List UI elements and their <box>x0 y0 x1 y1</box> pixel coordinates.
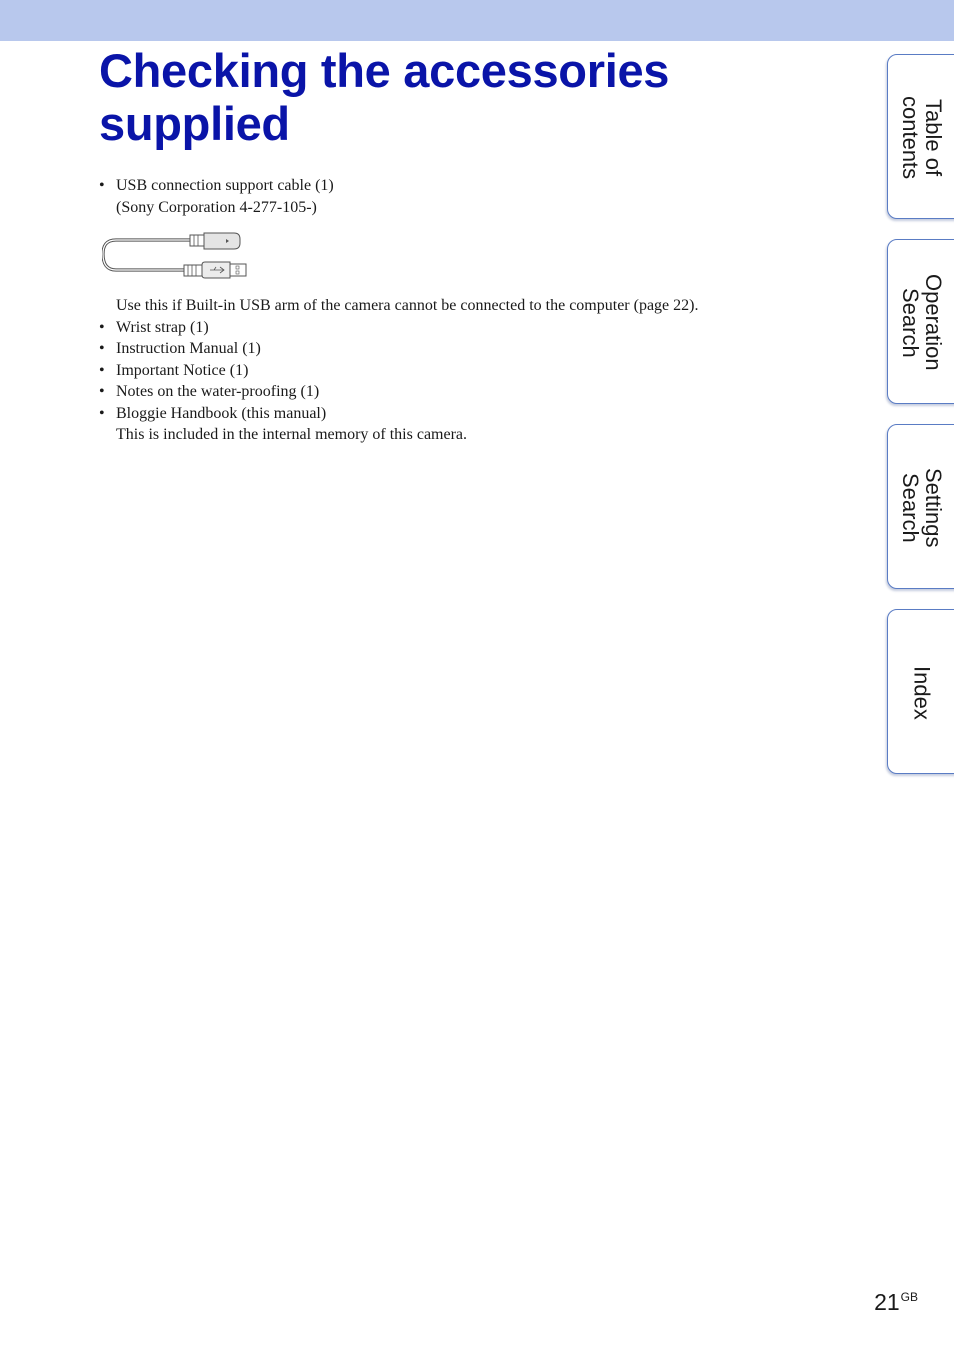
tab-operation-search[interactable] <box>887 239 954 404</box>
page-number-value: 21 <box>874 1289 900 1315</box>
tab-settings-search-label: Settings Search <box>898 467 946 548</box>
handbook-label: Bloggie Handbook (this manual) <box>116 404 327 422</box>
tab-table-of-contents-label: Table of contents <box>898 95 946 180</box>
handbook-note: This is included in the internal memory of this camera. <box>116 426 468 443</box>
tab-index-label: Index <box>909 665 935 720</box>
list-item-important-notice <box>99 360 799 382</box>
header-band <box>0 0 954 41</box>
accessory-list <box>99 175 799 446</box>
bullet: • <box>99 404 105 422</box>
page-number <box>874 1289 918 1316</box>
water-proofing-notes-label: Notes on the water-proofing (1) <box>116 383 320 400</box>
bullet: • <box>99 318 105 336</box>
wrist-strap-label: Wrist strap (1) <box>116 318 209 336</box>
tab-table-of-contents[interactable] <box>887 54 954 219</box>
page-number-suffix: GB <box>900 1290 918 1304</box>
bullet: • <box>99 340 105 357</box>
bullet: • <box>99 361 105 379</box>
bullet: • <box>99 177 105 194</box>
tab-settings-search[interactable] <box>887 424 954 589</box>
instruction-manual-label: Instruction Manual (1) <box>116 340 261 357</box>
list-item-instruction-manual <box>99 338 799 360</box>
list-item-handbook <box>99 403 799 446</box>
list-item-water-proofing-notes <box>99 381 799 403</box>
tab-operation-search-label: Operation Search <box>898 274 946 371</box>
tab-index[interactable] <box>887 609 954 774</box>
page-title: Checking the accessories supplied <box>99 44 670 150</box>
list-item-wrist-strap <box>99 317 799 339</box>
usb-cable-part-number: (Sony Corporation 4-277-105-) <box>116 198 317 216</box>
list-item-usb-cable <box>99 175 799 218</box>
usb-cable-label: USB connection support cable (1) <box>116 177 334 194</box>
important-notice-label: Important Notice (1) <box>116 361 249 379</box>
bullet: • <box>99 383 105 400</box>
usb-cable-note: Use this if Built-in USB arm of the camera cannot be connected to the computer (page 22). <box>116 297 699 314</box>
usb-cable-illustration-icon <box>102 230 252 282</box>
